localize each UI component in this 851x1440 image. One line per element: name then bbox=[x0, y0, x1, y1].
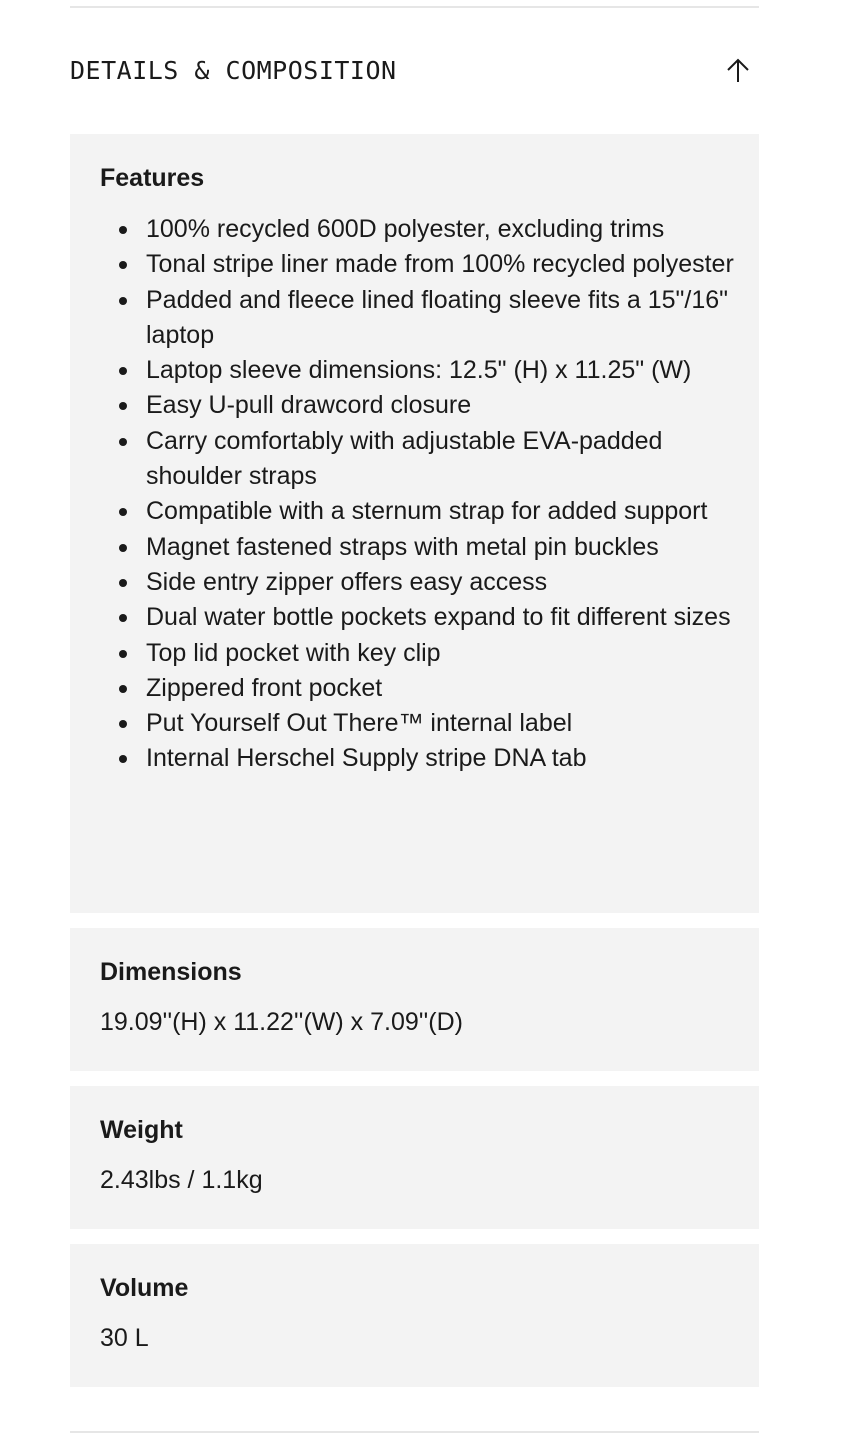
feature-list-item bbox=[100, 530, 740, 565]
bullet-icon bbox=[119, 614, 127, 622]
dimensions-panel bbox=[70, 928, 759, 1071]
weight-heading: Weight bbox=[100, 1116, 183, 1144]
bullet-icon bbox=[119, 508, 127, 516]
bullet-icon bbox=[119, 402, 127, 410]
feature-list-item bbox=[100, 353, 740, 388]
bullet-icon bbox=[119, 755, 127, 763]
bullet-icon bbox=[119, 438, 127, 446]
arrow-up-icon[interactable] bbox=[723, 55, 753, 85]
weight-panel bbox=[70, 1086, 759, 1229]
feature-text: Tonal stripe liner made from 100% recycled polyester bbox=[146, 250, 734, 279]
bullet-icon bbox=[119, 261, 127, 269]
feature-list-item bbox=[100, 565, 740, 600]
features-heading: Features bbox=[100, 164, 205, 192]
bullet-icon bbox=[119, 685, 127, 693]
bullet-icon bbox=[119, 297, 127, 305]
accordion-title: DETAILS & COMPOSITION bbox=[70, 55, 397, 85]
bullet-icon bbox=[119, 544, 127, 552]
bottom-divider bbox=[70, 1431, 759, 1433]
feature-text: Magnet fastened straps with metal pin buckles bbox=[146, 532, 659, 561]
feature-list-item bbox=[100, 706, 740, 741]
features-list bbox=[100, 212, 740, 777]
feature-text: Top lid pocket with key clip bbox=[146, 638, 441, 667]
feature-text: Side entry zipper offers easy access bbox=[146, 567, 548, 596]
feature-list-item bbox=[100, 671, 740, 706]
feature-text: Dual water bottle pockets expand to fit different sizes bbox=[146, 603, 731, 632]
feature-text: Internal Herschel Supply stripe DNA tab bbox=[146, 744, 587, 773]
feature-text: Carry comfortably with adjustable EVA-padded shoulder straps bbox=[146, 426, 663, 491]
volume-value: 30 L bbox=[100, 1324, 149, 1352]
bullet-icon bbox=[119, 226, 127, 234]
bullet-icon bbox=[119, 650, 127, 658]
bullet-icon bbox=[119, 367, 127, 375]
feature-list-item bbox=[100, 494, 740, 529]
feature-text: Compatible with a sternum strap for added support bbox=[146, 497, 708, 526]
feature-list-item bbox=[100, 247, 740, 282]
feature-list-item bbox=[100, 212, 740, 247]
feature-list-item bbox=[100, 741, 740, 776]
bullet-icon bbox=[119, 579, 127, 587]
feature-list-item bbox=[100, 424, 740, 495]
features-panel bbox=[70, 134, 759, 913]
feature-text: Padded and fleece lined floating sleeve fits a 15"/16" laptop bbox=[146, 285, 729, 349]
feature-list-item bbox=[100, 283, 740, 354]
volume-panel bbox=[70, 1244, 759, 1387]
feature-text: Zippered front pocket bbox=[146, 673, 383, 702]
feature-list-item bbox=[100, 636, 740, 671]
volume-heading: Volume bbox=[100, 1274, 189, 1302]
bullet-icon bbox=[119, 720, 127, 728]
feature-text: Easy U-pull drawcord closure bbox=[146, 391, 472, 420]
feature-text: Put Yourself Out There™ internal label bbox=[146, 709, 573, 738]
dimensions-heading: Dimensions bbox=[100, 958, 242, 986]
top-divider bbox=[70, 6, 759, 8]
details-composition-accordion-header[interactable] bbox=[70, 44, 759, 96]
feature-list-item bbox=[100, 600, 740, 635]
weight-value: 2.43lbs / 1.1kg bbox=[100, 1166, 263, 1194]
feature-text: Laptop sleeve dimensions: 12.5" (H) x 11.25" (W) bbox=[146, 356, 692, 385]
dimensions-value: 19.09''(H) x 11.22''(W) x 7.09''(D) bbox=[100, 1008, 464, 1036]
feature-text: 100% recycled 600D polyester, excluding trims bbox=[146, 215, 665, 243]
feature-list-item bbox=[100, 388, 740, 423]
